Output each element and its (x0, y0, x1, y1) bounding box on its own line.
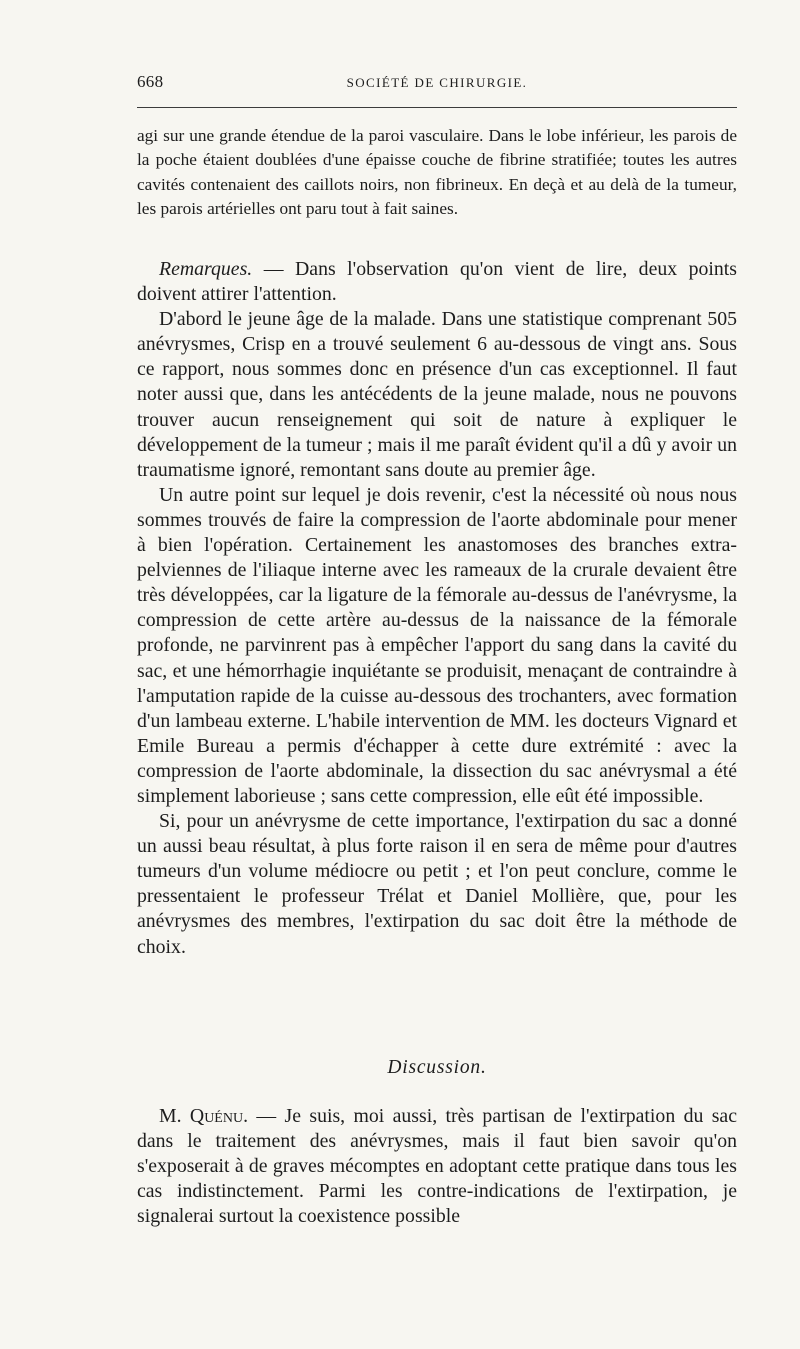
page-number: 668 (137, 72, 164, 91)
remarques-text: — Dans l'observation qu'on vient de lire, deux points doivent attirer l'attention. (137, 258, 737, 306)
remarques-label: Remarques. (159, 258, 253, 280)
paragraph-quenu (137, 1104, 737, 1229)
paragraph-1-block (137, 124, 737, 222)
quenu-text: . — Je suis, moi aussi, très partisan de l'extirpation du sac dans le traitement des anévrysmes, mais il faut bien savoir qu'on s'exposerait à de graves mécomptes en adoptant cette pratique dans tous les cas indistinctement. Parmi les contre-indications de l'extirpation, je signalerai surtout la coexistence possible (137, 1105, 737, 1228)
paragraph-remarques (137, 257, 737, 307)
paragraph-compression: Un autre point sur lequel je dois revenir, c'est la nécessité où nous nous sommes trouvés de faire la compression de l'aorte abdominale pour mener à bien l'opération. Certainement les anastomoses des branches extra-pelviennes de l'iliaque interne avec les rameaux de la crurale devaient être très développées, car la ligature de la fémorale au-dessus de l'anévrysme, la compression de cette artère au-dessus de la naissance de la fémorale profonde, ne parvinrent pas à empêcher l'apport du sang dans la cavité du sac, et une hémorrhagie inquiétante se produisit, menaçant de contraindre à l'amputation rapide de la cuisse au-dessous des trochanters, avec formation d'un lambeau externe. L'habile intervention de MM. les docteurs Vignard et Emile Bureau a permis d'échapper à cette dure extrémité : avec la compression de l'aorte abdominale, la dissection du sac anévrysmal a été simplement laborieuse ; sans cette compression, elle eût été impossible. (137, 483, 737, 807)
main-text-block (137, 257, 737, 960)
speaker-prefix: M. (159, 1105, 190, 1127)
running-head: SOCIÉTÉ DE CHIRURGIE. (346, 75, 528, 90)
page-header (137, 72, 737, 102)
paragraph-1: agi sur une grande étendue de la paroi vasculaire. Dans le lobe inférieur, les parois de la poche étaient doublées d'une épaisse couche de fibrine stratifiée; toutes les autres cavités contenaient des caillots noirs, non fibrineux. En deçà et au delà de la tumeur, les parois artérielles ont paru tout à fait saines. (137, 126, 737, 219)
speaker-name: Quénu (189, 1105, 244, 1127)
header-rule (137, 107, 737, 108)
discussion-heading: Discussion. (387, 1057, 487, 1078)
paragraph-age: D'abord le jeune âge de la malade. Dans une statistique comprenant 505 anévrysmes, Crisp en a trouvé seulement 6 au-dessous de vingt ans. Sous ce rapport, nous sommes donc en présence d'un cas exceptionnel. Il faut noter aussi que, dans les antécédents de la jeune malade, nous ne pouvons trouver aucun renseignement qui soit de nature à expliquer le développement de la tumeur ; mais il me paraît évident qu'il a dû y avoir un traumatisme ignoré, remontant sans doute au premier âge. (137, 308, 737, 481)
paragraph-conclusion: Si, pour un anévrysme de cette importance, l'extirpation du sac a donné un aussi beau résultat, à plus forte raison il en sera de même pour d'autres tumeurs d'un volume médiocre ou petit ; et l'on peut conclure, comme le pressentaient le professeur Trélat et Daniel Mollière, que, pour les anévrysmes des membres, l'extirpation du sac doit être la méthode de choix. (137, 810, 737, 958)
discussion-text-block (137, 1104, 737, 1229)
